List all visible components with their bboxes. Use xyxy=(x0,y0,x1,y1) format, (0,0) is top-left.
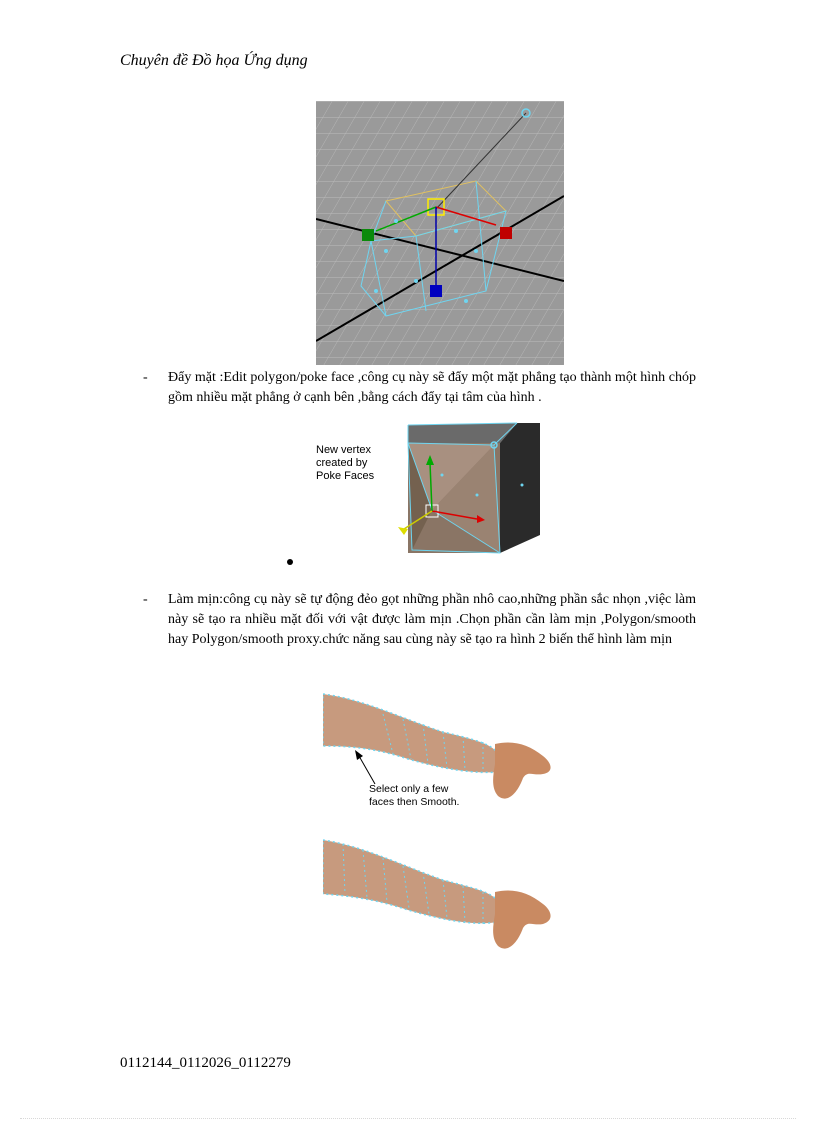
paragraph-marker: - xyxy=(143,370,148,385)
paragraph-poke-face xyxy=(143,368,696,408)
page-footer-ids: 0112144_0112026_0112279 xyxy=(120,1055,291,1071)
paragraph-smooth xyxy=(143,590,696,650)
poke-label-line-3: Poke Faces xyxy=(316,470,375,482)
page-header-title: Chuyên đề Đồ họa Ứng dụng xyxy=(120,52,308,69)
page-bottom-rule xyxy=(20,1118,796,1119)
poke-label-line-2: created by xyxy=(316,457,368,469)
poke-faces-image xyxy=(312,415,545,555)
paragraph-text: Đẩy mặt :Edit polygon/poke face ,công cụ này sẽ đẩy một mặt phẳng tạo thành một hình chóp gồm nhiều mặt phẳng ở cạnh bên ,bằng cách đẩy tại tâm của hình . xyxy=(168,370,696,405)
smooth-selected-faces-image xyxy=(323,684,556,816)
smooth-label-line-2: faces then Smooth. xyxy=(369,796,460,808)
paragraph-marker: - xyxy=(143,592,148,607)
smooth-result-image xyxy=(323,832,556,962)
viewport-manipulator-image xyxy=(316,101,564,365)
list-bullet xyxy=(287,559,293,565)
poke-label-line-1: New vertex xyxy=(316,444,372,456)
smooth-label-line-1: Select only a few xyxy=(369,783,449,795)
paragraph-text: Làm mịn:công cụ này sẽ tự động đẻo gọt những phần nhô cao,những phần sắc nhọn ,việc làm này sẽ tạo ra nhiều mặt đối với vật được làm mịn .Chọn phần cần làm mịn ,Polygon/smooth hay Polygon/smooth proxy.chức năng sau cùng này sẽ tạo ra hình 2 biến thể hình làm mịn xyxy=(168,592,696,647)
